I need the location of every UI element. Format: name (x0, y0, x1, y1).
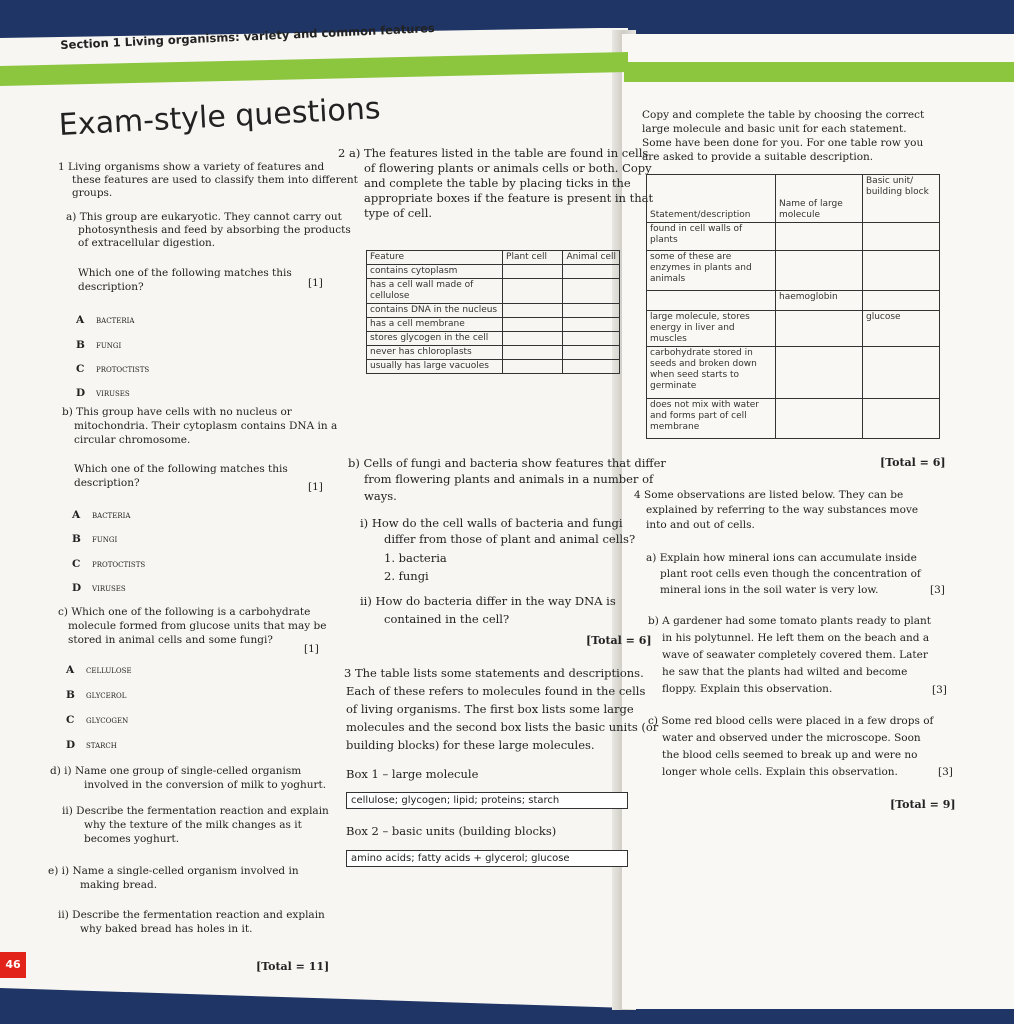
q3-cont-line: large molecule and basic unit for each statement. (642, 123, 907, 135)
tick-box[interactable] (563, 318, 620, 332)
mark: [1] (308, 481, 323, 493)
q1b-text: b) This group have cells with no nucleus or (62, 406, 292, 418)
option-letter: A (66, 664, 75, 676)
option-text: fungi (96, 339, 122, 351)
table-row (367, 346, 620, 360)
q1-intro-line: these features are used to classify them into different (72, 174, 358, 186)
q1-total: [Total = 11] (256, 960, 330, 973)
table-row (647, 223, 940, 251)
q3-intro-line: Each of these refers to molecules found in the cells (346, 684, 646, 698)
q2-intro-line: type of cell. (364, 206, 433, 220)
option-letter: C (66, 714, 75, 726)
q3-total: [Total = 6] (880, 456, 946, 469)
table-cell: usually has large vacuoles (367, 360, 503, 374)
tick-box[interactable] (503, 279, 563, 304)
q4c-text: the blood cells seemed to break up and were no (662, 749, 918, 761)
table-cell: has a cell wall made of cellulose (367, 279, 503, 304)
mark: [3] (932, 684, 947, 696)
q2bii-text: ii) How do bacteria differ in the way DNA is (360, 594, 616, 608)
table-cell: some of these are enzymes in plants and animals (647, 251, 776, 291)
q2bi-text: differ from those of plant and animal cells? (384, 532, 636, 546)
q2-intro-line: appropriate boxes if the feature is present in that (364, 191, 654, 205)
option-letter: A (76, 314, 85, 326)
table-row (647, 251, 940, 291)
q3-cont-line: Some have been done for you. For one table row you (642, 137, 924, 149)
answer-cell[interactable] (776, 223, 863, 251)
q2-intro-line: 2 a) The features listed in the table are found in cells (338, 146, 649, 160)
q2b-text: b) Cells of fungi and bacteria show features that differ (348, 456, 666, 470)
table-cell: contains DNA in the nucleus (367, 304, 503, 318)
table-header-cell: Animal cell (563, 251, 620, 265)
section-title: Section 1 Living organisms: variety and common features (60, 21, 435, 52)
answer-cell[interactable] (776, 347, 863, 399)
answer-cell[interactable] (863, 347, 940, 399)
tick-box[interactable] (563, 360, 620, 374)
feature-table (366, 250, 620, 374)
q4a-text: mineral ions in the soil water is very low. (660, 584, 879, 596)
q1a-text: a) This group are eukaryotic. They cannot carry out (66, 211, 342, 223)
q1a-text: of extracellular digestion. (78, 237, 216, 249)
table-cell: does not mix with water and forms part of cell membrane (647, 399, 776, 439)
q1e-text: e) i) Name a single-celled organism involved in (48, 865, 299, 877)
box2-units: amino acids; fatty acids + glycerol; glucose (346, 850, 628, 867)
q4b-text: he saw that the plants had wilted and become (662, 666, 908, 678)
molecule-table (646, 174, 940, 439)
q3-intro-line: building blocks) for these large molecules. (346, 738, 595, 752)
q3-intro-line: 3 The table lists some statements and descriptions. (344, 666, 644, 680)
option-text: viruses (96, 387, 130, 399)
q1a-text: photosynthesis and feed by absorbing the products (78, 224, 351, 236)
option-letter: C (72, 558, 81, 570)
option-text: glycerol (86, 689, 127, 701)
tick-box[interactable] (503, 265, 563, 279)
table-cell: large molecule, stores energy in liver and muscles (647, 311, 776, 347)
option-letter: D (76, 387, 86, 399)
table-cell: haemoglobin (776, 291, 863, 311)
q1d-text: becomes yoghurt. (84, 833, 180, 845)
table-header-row (647, 175, 940, 223)
q4a-text: a) Explain how mineral ions can accumulate inside (646, 552, 917, 564)
table-row (647, 291, 940, 311)
q1e-text: why baked bread has holes in it. (80, 923, 253, 935)
tick-box[interactable] (563, 332, 620, 346)
option-text: bacteria (96, 314, 135, 326)
tick-box[interactable] (503, 304, 563, 318)
table-header-cell: Feature (367, 251, 503, 265)
option-letter: A (72, 509, 81, 521)
q1a-ask: description? (78, 281, 144, 293)
table-header-row (367, 251, 620, 265)
q3-cont-line: Copy and complete the table by choosing the correct (642, 109, 925, 121)
answer-cell[interactable] (776, 251, 863, 291)
option-letter: B (76, 339, 85, 351)
q1d-text: why the texture of the milk changes as it (84, 819, 302, 831)
table-cell: found in cell walls of plants (647, 223, 776, 251)
option-text: fungi (92, 533, 118, 545)
q1b-ask: Which one of the following matches this (74, 463, 288, 475)
tick-box[interactable] (503, 360, 563, 374)
option-text: cellulose (86, 664, 132, 676)
q4-intro-line: 4 Some observations are listed below. They can be (634, 489, 904, 501)
q2bii-text: contained in the cell? (384, 612, 510, 626)
tick-box[interactable] (563, 265, 620, 279)
table-cell: stores glycogen in the cell (367, 332, 503, 346)
table-row (367, 318, 620, 332)
table-row (367, 279, 620, 304)
table-row (647, 399, 940, 439)
page-number: 46 (0, 952, 26, 978)
q1c-text: c) Which one of the following is a carbohydrate (58, 606, 311, 618)
mark: [1] (308, 277, 323, 289)
q4c-text: c) Some red blood cells were placed in a few drops of (648, 715, 934, 727)
box1-label: Box 1 – large molecule (346, 767, 479, 781)
box2-label: Box 2 – basic units (building blocks) (346, 824, 557, 838)
q4b-text: in his polytunnel. He left them on the beach and a (662, 632, 930, 644)
tick-box[interactable] (563, 279, 620, 304)
q1b-text: circular chromosome. (74, 434, 191, 446)
q2-intro-line: of flowering plants or animals cells or both. Copy (364, 161, 652, 175)
table-row (367, 265, 620, 279)
table-cell: contains cytoplasm (367, 265, 503, 279)
option-letter: D (72, 582, 82, 594)
option-text: viruses (92, 582, 126, 594)
answer-cell[interactable] (647, 291, 776, 311)
q1e-text: ii) Describe the fermentation reaction and explain (58, 909, 325, 921)
q2bi-text: i) How do the cell walls of bacteria and fungi (360, 516, 623, 530)
q1a-ask: Which one of the following matches this (78, 267, 292, 279)
tick-box[interactable] (503, 318, 563, 332)
q3-intro-line: of living organisms. The first box lists some large (346, 702, 634, 716)
q1c-text: stored in animal cells and some fungi? (68, 634, 273, 646)
table-cell: carbohydrate stored in seeds and broken down when seed starts to germinate (647, 347, 776, 399)
q2b-text: ways. (364, 489, 397, 503)
q3-cont-line: are asked to provide a suitable description. (642, 151, 874, 163)
q4b-text: wave of seawater completely covered them. Later (662, 649, 928, 661)
q4a-text: plant root cells even though the concentration of (660, 568, 921, 580)
table-row (367, 304, 620, 318)
mark: [3] (930, 584, 945, 596)
table-row (367, 332, 620, 346)
q1e-text: making bread. (80, 879, 158, 891)
q4-total: [Total = 9] (890, 798, 956, 811)
q1d-text: d) i) Name one group of single-celled organism (50, 765, 302, 777)
q2bi-item: 1. bacteria (384, 551, 447, 565)
option-letter: D (66, 739, 76, 751)
q1b-text: mitochondria. Their cytoplasm contains DNA in a (74, 420, 338, 432)
page-title: Exam-style questions (58, 91, 382, 143)
table-cell: glucose (863, 311, 940, 347)
table-row (367, 360, 620, 374)
option-text: protoctists (96, 363, 150, 375)
table-header-cell: Plant cell (503, 251, 563, 265)
answer-cell[interactable] (863, 251, 940, 291)
q4-intro-line: explained by referring to the way substances move (646, 504, 919, 516)
q2bi-item: 2. fungi (384, 569, 429, 583)
box1-molecules: cellulose; glycogen; lipid; proteins; starch (346, 792, 628, 809)
table-header-cell: Name of large molecule (776, 175, 863, 223)
tick-box[interactable] (503, 346, 563, 360)
mark: [3] (938, 766, 953, 778)
q1c-text: molecule formed from glucose units that may be (68, 620, 327, 632)
answer-cell[interactable] (863, 223, 940, 251)
q1d-text: involved in the conversion of milk to yoghurt. (84, 779, 327, 791)
tick-box[interactable] (503, 332, 563, 346)
q2b-text: from flowering plants and animals in a number of (364, 472, 654, 486)
q4c-text: longer whole cells. Explain this observation. (662, 766, 898, 778)
option-text: glycogen (86, 714, 129, 726)
q4b-text: b) A gardener had some tomato plants ready to plant (648, 615, 932, 627)
answer-cell[interactable] (776, 399, 863, 439)
tick-box[interactable] (563, 304, 620, 318)
option-letter: C (76, 363, 85, 375)
mark: [1] (304, 643, 319, 655)
q4b-text: floppy. Explain this observation. (662, 683, 833, 695)
answer-cell[interactable] (776, 311, 863, 347)
table-header-cell: Basic unit/ building block (863, 175, 940, 223)
option-letter: B (66, 689, 75, 701)
q2-total: [Total = 6] (586, 634, 652, 647)
option-text: starch (86, 739, 117, 751)
q1d-text: ii) Describe the fermentation reaction and explain (62, 805, 329, 817)
table-cell: never has chloroplasts (367, 346, 503, 360)
q4c-text: water and observed under the microscope. Soon (662, 732, 921, 744)
table-row (647, 347, 940, 399)
q4-intro-line: into and out of cells. (646, 519, 755, 531)
option-text: bacteria (92, 509, 131, 521)
table-cell: has a cell membrane (367, 318, 503, 332)
q1-intro-line: 1 Living organisms show a variety of features and (58, 161, 325, 173)
answer-cell[interactable] (863, 291, 940, 311)
option-text: protoctists (92, 558, 146, 570)
q3-intro-line: molecules and the second box lists the basic units (or (346, 720, 659, 734)
table-header-cell: Statement/description (647, 175, 776, 223)
q1b-ask: description? (74, 477, 140, 489)
q2-intro-line: and complete the table by placing ticks in the (364, 176, 631, 190)
option-letter: B (72, 533, 81, 545)
tick-box[interactable] (563, 346, 620, 360)
header-band-right (624, 62, 1014, 82)
answer-cell[interactable] (863, 399, 940, 439)
q1-intro-line: groups. (72, 187, 113, 199)
table-row (647, 311, 940, 347)
